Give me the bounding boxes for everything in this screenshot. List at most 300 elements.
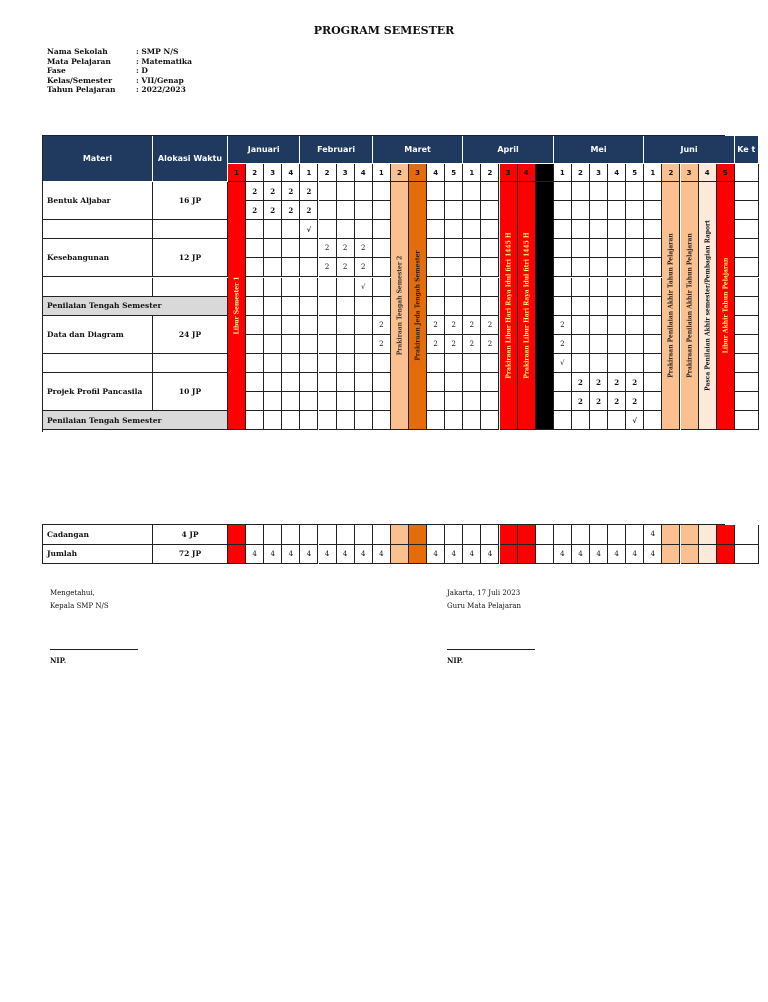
schedule-cell (282, 278, 300, 297)
schedule-cell (319, 220, 337, 239)
summary-cell (228, 545, 246, 565)
schedule-value: 2 (427, 335, 445, 354)
month-header: Mei (554, 136, 645, 164)
schedule-value: 2 (355, 258, 373, 277)
schedule-value: √ (300, 220, 318, 239)
schedule-cell (337, 373, 355, 392)
schedule-cell (373, 220, 391, 239)
schedule-cell (590, 201, 608, 220)
schedule-cell (644, 335, 662, 354)
sign-right-line1: Jakarta, 17 Juli 2023 (447, 589, 521, 597)
summary-cell (536, 545, 554, 565)
schedule-cell (300, 335, 318, 354)
schedule-value: 2 (554, 335, 572, 354)
summary-cell (427, 525, 445, 545)
schedule-cell (427, 258, 445, 277)
schedule-cell (608, 316, 626, 335)
schedule-value: 2 (264, 201, 282, 220)
schedule-value: 2 (572, 373, 590, 392)
schedule-cell (608, 335, 626, 354)
schedule-cell (246, 278, 264, 297)
vertical-label: Prakiraan Tengah Semester 2 (396, 255, 404, 356)
summary-value: 4 (264, 545, 282, 565)
schedule-cell (373, 297, 391, 316)
schedule-cell (572, 354, 590, 373)
schedule-cell (264, 316, 282, 335)
schedule-cell (445, 392, 463, 411)
alokasi-empty (153, 354, 228, 373)
week-number: 1 (228, 164, 246, 182)
ket-cell (735, 335, 759, 354)
schedule-cell (445, 373, 463, 392)
schedule-cell (554, 392, 572, 411)
vertical-label: Prakiraan Libur Hari Raya Idul fitri 1445 H (505, 232, 513, 379)
summary-cell (662, 545, 680, 565)
summary-cell (681, 525, 699, 545)
summary-cell (409, 545, 427, 565)
ket-cell (735, 411, 759, 430)
ket-cell (735, 239, 759, 258)
schedule-cell (282, 335, 300, 354)
schedule-cell (373, 411, 391, 430)
schedule-cell (373, 354, 391, 373)
week-number: 5 (717, 164, 735, 182)
alokasi-cell: 24 JP (153, 316, 228, 354)
summary-cell (391, 545, 409, 565)
schedule-value: 2 (626, 373, 644, 392)
summary-alokasi: 72 JP (153, 545, 228, 565)
schedule-cell (246, 220, 264, 239)
schedule-cell (319, 278, 337, 297)
schedule-cell (463, 239, 481, 258)
summary-value: 4 (355, 545, 373, 565)
schedule-cell (337, 392, 355, 411)
week-number: 2 (319, 164, 337, 182)
vertical-label: Prakiraan Libur Hari Raya Idul fitri 1445 H (523, 232, 531, 379)
week-number: 5 (626, 164, 644, 182)
schedule-cell (427, 411, 445, 430)
summary-cell (355, 525, 373, 545)
alokasi-cell: 12 JP (153, 239, 228, 277)
schedule-value: 2 (319, 258, 337, 277)
summary-value: 4 (463, 545, 481, 565)
meta-row (47, 85, 192, 95)
schedule-cell (481, 392, 499, 411)
meta-value: : D (136, 66, 148, 76)
schedule-value: 2 (319, 239, 337, 258)
summary-cell (463, 525, 481, 545)
schedule-cell (590, 316, 608, 335)
schedule-cell (427, 182, 445, 201)
alokasi-empty (153, 278, 228, 297)
summary-cell (699, 545, 717, 565)
schedule-cell (264, 392, 282, 411)
schedule-cell (445, 182, 463, 201)
schedule-cell (282, 373, 300, 392)
sign-left-rule (50, 649, 138, 650)
summary-cell (536, 525, 554, 545)
schedule-cell (319, 335, 337, 354)
schedule-cell (481, 354, 499, 373)
schedule-cell (337, 411, 355, 430)
schedule-cell (626, 335, 644, 354)
vertical-label: Prakiraan Penilaian Akhir Tahun Pelajaran (686, 233, 694, 378)
month-header: April (463, 136, 554, 164)
ket-cell (735, 392, 759, 411)
schedule-cell (246, 239, 264, 258)
schedule-cell (572, 297, 590, 316)
alokasi-cell: 16 JP (153, 182, 228, 220)
schedule-cell (282, 239, 300, 258)
schedule-cell (644, 392, 662, 411)
schedule-cell (554, 201, 572, 220)
week-number: 3 (409, 164, 427, 182)
schedule-cell (644, 297, 662, 316)
summary-value: 4 (319, 545, 337, 565)
schedule-value: 2 (608, 392, 626, 411)
week-number: 2 (391, 164, 409, 182)
meta-key: Tahun Pelajaran (47, 85, 116, 95)
sign-left-nip: NIP. (50, 656, 67, 665)
schedule-cell (572, 411, 590, 430)
meta-row (47, 76, 192, 86)
sign-right-nip: NIP. (447, 656, 464, 665)
schedule-cell (608, 278, 626, 297)
schedule-value: 2 (463, 335, 481, 354)
schedule-cell (644, 278, 662, 297)
schedule-cell (427, 297, 445, 316)
week-number: 4 (608, 164, 626, 182)
materi-empty (43, 354, 153, 373)
meta-key: Fase (47, 66, 66, 76)
schedule-cell (246, 373, 264, 392)
summary-value: 4 (590, 545, 608, 565)
schedule-cell (608, 297, 626, 316)
schedule-cell (481, 220, 499, 239)
schedule-cell (373, 182, 391, 201)
schedule-cell (373, 201, 391, 220)
schedule-cell (590, 182, 608, 201)
schedule-value: 2 (445, 316, 463, 335)
meta-value: : SMP N/S (136, 47, 179, 56)
schedule-cell (282, 354, 300, 373)
schedule-cell (373, 239, 391, 258)
meta-row (47, 57, 192, 67)
summary-cell (681, 545, 699, 565)
schedule-cell (608, 239, 626, 258)
schedule-cell (572, 239, 590, 258)
ket-cell (735, 201, 759, 220)
summary-value: 4 (626, 545, 644, 565)
schedule-cell (608, 220, 626, 239)
week-number: 4 (699, 164, 717, 182)
ket-cell (735, 316, 759, 335)
ket-cell (735, 220, 759, 239)
schedule-cell (319, 373, 337, 392)
schedule-cell (463, 373, 481, 392)
schedule-cell (427, 278, 445, 297)
schedule-cell (572, 201, 590, 220)
schedule-cell (463, 201, 481, 220)
ket-cell (735, 182, 759, 201)
ket-cell (735, 278, 759, 297)
schedule-cell (282, 297, 300, 316)
summary-ket (735, 545, 759, 565)
schedule-cell (373, 373, 391, 392)
summary-alokasi: 4 JP (153, 525, 228, 545)
vertical-label: Pasca Penilaian Akhir semester/Pembagian Raport (704, 220, 712, 392)
week-number: 5 (445, 164, 463, 182)
schedule-cell (300, 392, 318, 411)
schedule-cell (427, 373, 445, 392)
schedule-cell (355, 220, 373, 239)
alokasi-cell: 10 JP (153, 373, 228, 411)
summary-value: 4 (445, 545, 463, 565)
schedule-value: 2 (463, 316, 481, 335)
schedule-value: 2 (445, 335, 463, 354)
schedule-cell (246, 411, 264, 430)
summary-value: 4 (427, 545, 445, 565)
schedule-cell (554, 411, 572, 430)
schedule-cell (300, 354, 318, 373)
schedule-value: 2 (373, 316, 391, 335)
schedule-cell (481, 239, 499, 258)
schedule-cell (626, 278, 644, 297)
summary-value: 4 (572, 545, 590, 565)
meta-key: Kelas/Semester (47, 75, 113, 85)
schedule-value: 2 (337, 239, 355, 258)
schedule-value: 2 (590, 392, 608, 411)
schedule-cell (590, 297, 608, 316)
schedule-cell (337, 354, 355, 373)
page-title: PROGRAM SEMESTER (313, 24, 455, 37)
schedule-cell (572, 335, 590, 354)
schedule-cell (427, 392, 445, 411)
schedule-cell (427, 201, 445, 220)
ket-cell (735, 258, 759, 277)
schedule-cell (590, 354, 608, 373)
schedule-value: √ (626, 411, 644, 430)
schedule-cell (355, 392, 373, 411)
week-number: 1 (300, 164, 318, 182)
schedule-cell (572, 316, 590, 335)
sign-left-line1: Mengetahui, (50, 589, 95, 597)
schedule-cell (463, 354, 481, 373)
schedule-value: 2 (481, 335, 499, 354)
schedule-cell (590, 239, 608, 258)
schedule-cell (481, 297, 499, 316)
summary-cell (319, 525, 337, 545)
summary-value: 4 (246, 545, 264, 565)
schedule-value: 2 (608, 373, 626, 392)
schedule-cell (355, 373, 373, 392)
schedule-cell (300, 297, 318, 316)
schedule-cell (427, 220, 445, 239)
schedule-cell (608, 411, 626, 430)
summary-cell (337, 525, 355, 545)
schedule-value: 2 (355, 239, 373, 258)
summary-cell (608, 525, 626, 545)
summary-cell (373, 525, 391, 545)
schedule-cell (319, 316, 337, 335)
schedule-cell (264, 258, 282, 277)
summary-table (42, 524, 725, 564)
summary-value: 4 (300, 545, 318, 565)
schedule-cell (337, 316, 355, 335)
week-number: 4 (355, 164, 373, 182)
schedule-cell (644, 201, 662, 220)
week-number: 3 (500, 164, 518, 182)
summary-cell (500, 545, 518, 565)
week-number: 2 (662, 164, 680, 182)
week-number: 1 (644, 164, 662, 182)
schedule-cell (572, 258, 590, 277)
week-number: 3 (264, 164, 282, 182)
schedule-cell (445, 411, 463, 430)
schedule-cell (355, 354, 373, 373)
summary-value: 4 (282, 545, 300, 565)
schedule-cell (282, 258, 300, 277)
sign-left-line2: Kepala SMP N/S (50, 602, 109, 610)
schedule-cell (337, 278, 355, 297)
schedule-value: 2 (590, 373, 608, 392)
month-header: Februari (300, 136, 372, 164)
schedule-cell (445, 258, 463, 277)
summary-value: 4 (373, 545, 391, 565)
schedule-cell (590, 335, 608, 354)
schedule-cell (355, 201, 373, 220)
schedule-cell (445, 354, 463, 373)
summary-cell (662, 525, 680, 545)
schedule-value: 2 (246, 201, 264, 220)
document-meta (47, 47, 192, 95)
schedule-cell (572, 220, 590, 239)
summary-cell (246, 525, 264, 545)
schedule-cell (554, 373, 572, 392)
holiday-column (536, 182, 554, 430)
month-header: Maret (373, 136, 464, 164)
schedule-cell (644, 354, 662, 373)
summary-cell (409, 525, 427, 545)
materi-cell: Bentuk Aljabar (43, 182, 153, 220)
schedule-cell (445, 297, 463, 316)
schedule-cell (282, 316, 300, 335)
schedule-cell (246, 316, 264, 335)
summary-cell (572, 525, 590, 545)
week-number: 3 (681, 164, 699, 182)
schedule-value: 2 (246, 182, 264, 201)
schedule-cell (626, 182, 644, 201)
schedule-cell (264, 239, 282, 258)
summary-cell (282, 525, 300, 545)
schedule-cell (264, 220, 282, 239)
week-number: 3 (590, 164, 608, 182)
summary-value: 4 (337, 545, 355, 565)
materi-cell: Kesebangunan (43, 239, 153, 277)
schedule-cell (355, 411, 373, 430)
schedule-value: 2 (337, 258, 355, 277)
schedule-cell (481, 201, 499, 220)
summary-cell (445, 525, 463, 545)
ket-cell (735, 297, 759, 316)
summary-cell (590, 525, 608, 545)
week-number: 3 (337, 164, 355, 182)
schedule-cell (246, 297, 264, 316)
month-header: Juni (644, 136, 735, 164)
summary-value: 4 (644, 545, 662, 565)
summary-cell (518, 545, 536, 565)
schedule-cell (282, 392, 300, 411)
schedule-cell (264, 335, 282, 354)
section-row-label: Penilaian Tengah Semester (43, 297, 228, 316)
schedule-value: 2 (282, 201, 300, 220)
schedule-cell (481, 278, 499, 297)
schedule-value: 2 (481, 316, 499, 335)
week-number: 2 (572, 164, 590, 182)
week-number: 2 (246, 164, 264, 182)
schedule-cell (319, 392, 337, 411)
schedule-cell (463, 278, 481, 297)
schedule-cell (590, 258, 608, 277)
schedule-cell (319, 182, 337, 201)
sign-right-rule (447, 649, 535, 650)
summary-value: 4 (608, 545, 626, 565)
schedule-cell (554, 239, 572, 258)
sign-right-line2: Guru Mata Pelajaran (447, 602, 522, 610)
summary-cell (717, 545, 735, 565)
schedule-cell (246, 258, 264, 277)
schedule-cell (463, 411, 481, 430)
schedule-cell (337, 335, 355, 354)
schedule-cell (445, 220, 463, 239)
schedule-cell (319, 411, 337, 430)
meta-key: Nama Sekolah (47, 47, 108, 56)
schedule-cell (644, 373, 662, 392)
schedule-cell (644, 316, 662, 335)
vertical-label: Libur Semester 1 (233, 276, 241, 335)
summary-ket (735, 525, 759, 545)
summary-cell (699, 525, 717, 545)
schedule-cell (300, 278, 318, 297)
schedule-cell (463, 392, 481, 411)
schedule-cell (644, 258, 662, 277)
summary-cell (264, 525, 282, 545)
schedule-cell (481, 182, 499, 201)
schedule-value: 2 (264, 182, 282, 201)
schedule-cell (608, 354, 626, 373)
schedule-cell (300, 316, 318, 335)
header-alokasi: Alokasi Waktu (153, 136, 228, 182)
schedule-cell (644, 411, 662, 430)
schedule-cell (427, 354, 445, 373)
header-ket: Ke t (735, 136, 759, 164)
schedule-value: 2 (373, 335, 391, 354)
schedule-cell (608, 201, 626, 220)
materi-empty (43, 220, 153, 239)
schedule-value: 2 (626, 392, 644, 411)
schedule-cell (282, 411, 300, 430)
schedule-cell (481, 411, 499, 430)
schedule-cell (355, 297, 373, 316)
schedule-cell (608, 258, 626, 277)
week-number: 1 (373, 164, 391, 182)
schedule-cell (445, 278, 463, 297)
schedule-cell (481, 258, 499, 277)
schedule-cell (572, 182, 590, 201)
summary-cell (554, 525, 572, 545)
schedule-cell (644, 220, 662, 239)
section-row-label: Penilaian Tengah Semester (43, 411, 228, 430)
